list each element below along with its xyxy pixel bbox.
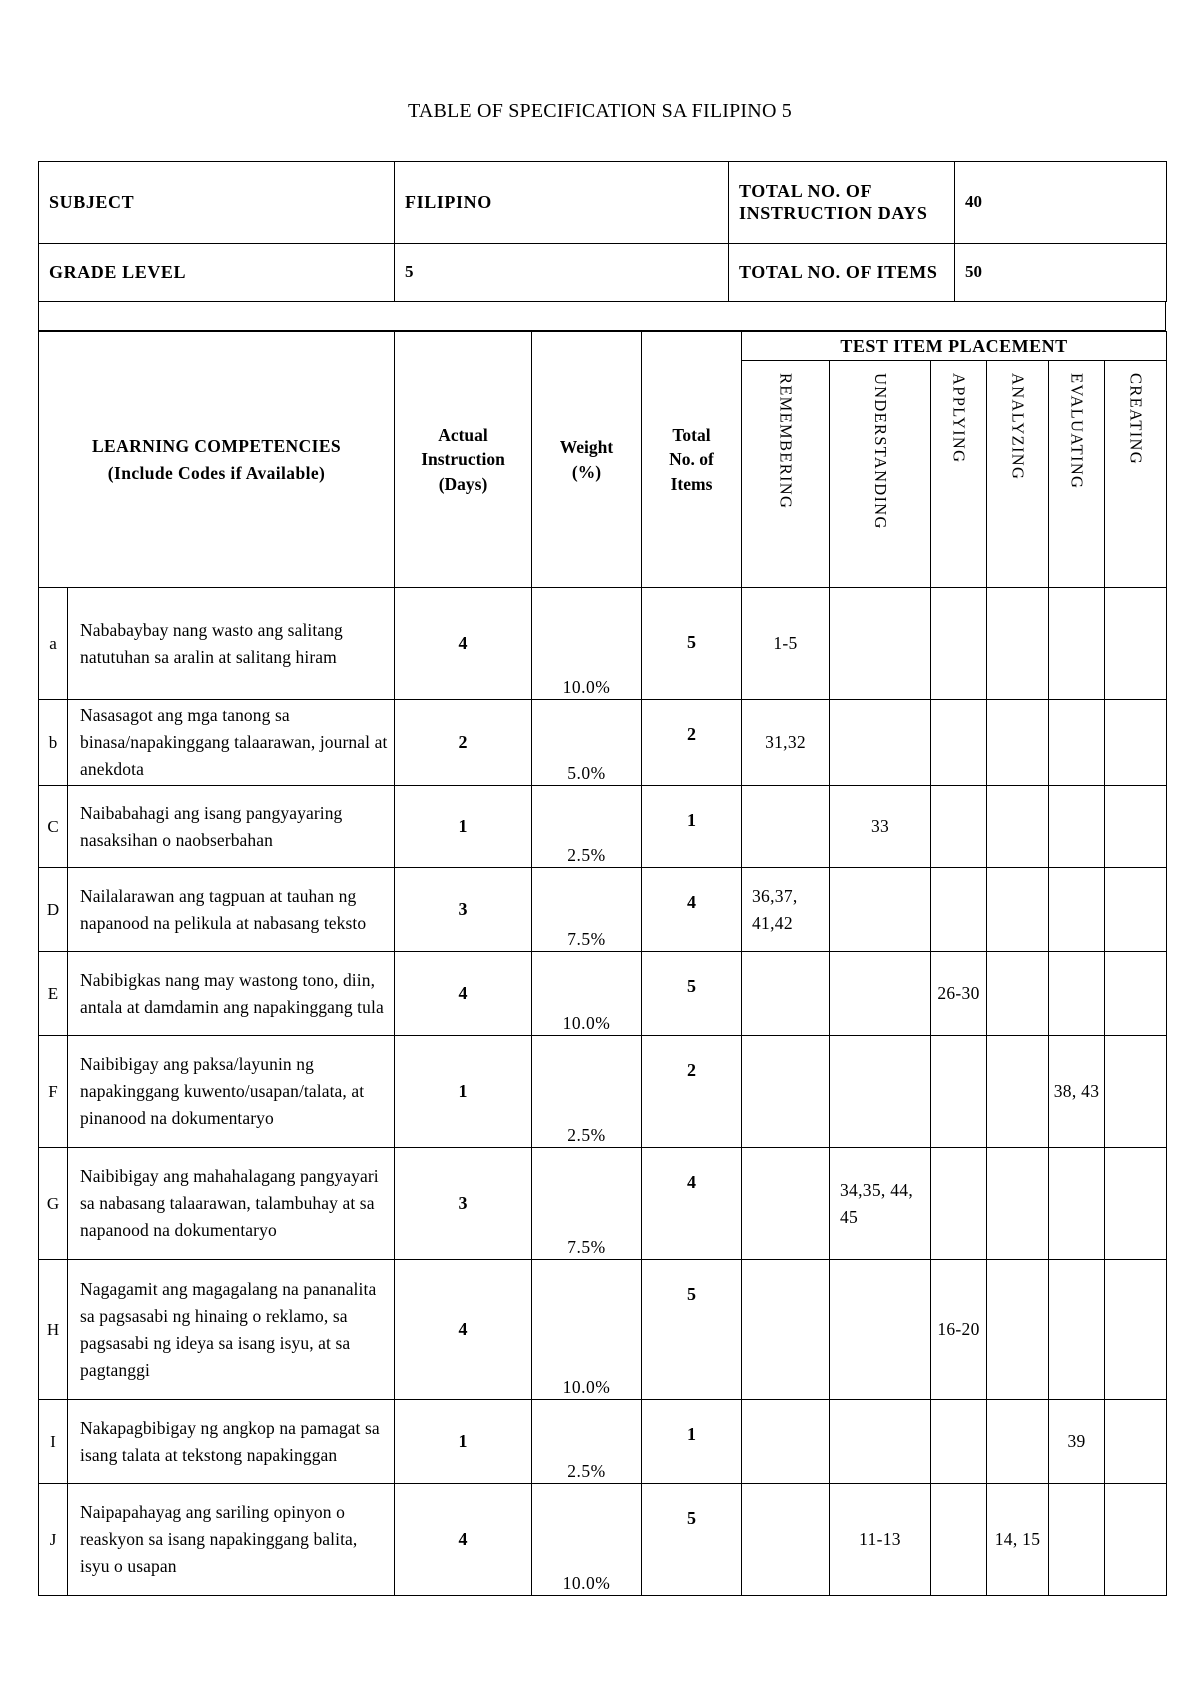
evaluating-cell xyxy=(1049,1484,1105,1596)
creating-cell xyxy=(1105,952,1167,1036)
creating-cell xyxy=(1105,1148,1167,1260)
total-items-cell: 5 xyxy=(642,1260,742,1400)
total-items-cell: 5 xyxy=(642,1484,742,1596)
analyzing-cell xyxy=(987,1400,1049,1484)
weight-cell: 10.0% xyxy=(532,1484,642,1596)
learning-competencies-header xyxy=(39,332,395,588)
analyzing-cell xyxy=(987,952,1049,1036)
creating-cell xyxy=(1105,1400,1167,1484)
applying-header: APPLYING xyxy=(931,361,987,588)
actual-days-cell: 4 xyxy=(395,1484,532,1596)
weight-cell: 7.5% xyxy=(532,868,642,952)
remembering-header: REMEMBERING xyxy=(742,361,830,588)
applying-cell xyxy=(931,588,987,700)
weight-cell: 10.0% xyxy=(532,952,642,1036)
creating-cell xyxy=(1105,1260,1167,1400)
remembering-cell xyxy=(742,1484,830,1596)
row-letter: D xyxy=(39,868,68,952)
competency-text: Nakapagbibigay ng angkop na pamagat sa isang talata at tekstong napakinggan xyxy=(68,1400,395,1484)
evaluating-header: EVALUATING xyxy=(1049,361,1105,588)
actual-days-cell: 4 xyxy=(395,588,532,700)
weight-cell: 2.5% xyxy=(532,1400,642,1484)
evaluating-cell: 39 xyxy=(1049,1400,1105,1484)
row-letter: E xyxy=(39,952,68,1036)
total-items-cell: 4 xyxy=(642,868,742,952)
analyzing-cell xyxy=(987,786,1049,868)
applying-cell: 16-20 xyxy=(931,1260,987,1400)
days-header-line2: Instruction xyxy=(421,449,505,470)
applying-cell xyxy=(931,700,987,786)
header-row-1 xyxy=(39,332,1167,361)
understanding-cell: 33 xyxy=(830,786,931,868)
row-letter: F xyxy=(39,1036,68,1148)
table-row xyxy=(39,1260,1167,1400)
competency-text: Naipapahayag ang sariling opinyon o reaskyon sa isang napakinggang balita, isyu o usapan xyxy=(68,1484,395,1596)
actual-days-cell: 1 xyxy=(395,786,532,868)
test-item-placement-header: TEST ITEM PLACEMENT xyxy=(742,332,1167,361)
actual-days-cell: 2 xyxy=(395,700,532,786)
weight-header-line1: Weight xyxy=(559,437,614,457)
weight-cell: 7.5% xyxy=(532,1148,642,1260)
analyzing-cell xyxy=(987,868,1049,952)
creating-cell xyxy=(1105,1036,1167,1148)
instruction-days-label: TOTAL NO. OF INSTRUCTION DAYS xyxy=(729,162,955,244)
creating-cell xyxy=(1105,588,1167,700)
weight-cell: 5.0% xyxy=(532,700,642,786)
competency-text: Naibabahagi ang isang pangyayaring nasaksihan o naobserbahan xyxy=(68,786,395,868)
evaluating-cell xyxy=(1049,786,1105,868)
evaluating-cell xyxy=(1049,1148,1105,1260)
instruction-days-value: 40 xyxy=(955,162,1167,244)
actual-days-cell: 3 xyxy=(395,1148,532,1260)
days-header-line1: Actual xyxy=(438,424,488,445)
weight-cell: 10.0% xyxy=(532,1260,642,1400)
analyzing-cell xyxy=(987,700,1049,786)
evaluating-cell xyxy=(1049,868,1105,952)
applying-cell xyxy=(931,1148,987,1260)
remembering-cell: 31,32 xyxy=(742,700,830,786)
total-items-cell: 4 xyxy=(642,1148,742,1260)
applying-cell xyxy=(931,786,987,868)
row-letter: H xyxy=(39,1260,68,1400)
specification-table xyxy=(38,331,1167,1596)
remembering-cell xyxy=(742,786,830,868)
applying-cell xyxy=(931,1484,987,1596)
actual-days-cell: 1 xyxy=(395,1036,532,1148)
table-row xyxy=(39,1148,1167,1260)
competency-text: Naibibigay ang paksa/layunin ng napakinggang kuwento/usapan/talata, at pinanood na dokumentaryo xyxy=(68,1036,395,1148)
analyzing-cell xyxy=(987,1260,1049,1400)
table-row xyxy=(39,1400,1167,1484)
understanding-cell xyxy=(830,1036,931,1148)
evaluating-cell xyxy=(1049,1260,1105,1400)
total-items-cell: 5 xyxy=(642,952,742,1036)
items-header-line3: Items xyxy=(670,473,713,494)
actual-days-cell: 4 xyxy=(395,952,532,1036)
weight-cell: 2.5% xyxy=(532,1036,642,1148)
applying-cell xyxy=(931,868,987,952)
evaluating-cell xyxy=(1049,700,1105,786)
understanding-cell xyxy=(830,1400,931,1484)
evaluating-cell: 38, 43 xyxy=(1049,1036,1105,1148)
applying-cell xyxy=(931,1400,987,1484)
analyzing-cell xyxy=(987,1036,1049,1148)
table-row xyxy=(39,1484,1167,1596)
document-title: TABLE OF SPECIFICATION SA FILIPINO 5 xyxy=(408,100,792,122)
analyzing-cell xyxy=(987,1148,1049,1260)
total-items-value: 50 xyxy=(955,244,1167,302)
actual-days-cell: 3 xyxy=(395,868,532,952)
remembering-cell xyxy=(742,1036,830,1148)
table-row xyxy=(39,868,1167,952)
competency-text: Nabibigkas nang may wastong tono, diin, antala at damdamin ang napakinggang tula xyxy=(68,952,395,1036)
competency-text: Naibibigay ang mahahalagang pangyayari sa nabasang talaarawan, talambuhay at sa napanood na dokumentaryo xyxy=(68,1148,395,1260)
understanding-cell xyxy=(830,1260,931,1400)
remembering-cell: 1-5 xyxy=(742,588,830,700)
actual-days-cell: 4 xyxy=(395,1260,532,1400)
table-row xyxy=(39,588,1167,700)
creating-cell xyxy=(1105,786,1167,868)
applying-cell xyxy=(931,1036,987,1148)
row-letter: J xyxy=(39,1484,68,1596)
subject-row xyxy=(39,162,1167,244)
creating-cell xyxy=(1105,1484,1167,1596)
understanding-cell xyxy=(830,868,931,952)
items-header-line2: No. of xyxy=(669,449,714,470)
creating-header: CREATING xyxy=(1105,361,1167,588)
remembering-cell: 36,37, 41,42 xyxy=(742,868,830,952)
actual-instruction-header xyxy=(395,332,532,588)
understanding-cell: 34,35, 44, 45 xyxy=(830,1148,931,1260)
total-items-label: TOTAL NO. OF ITEMS xyxy=(729,244,955,302)
row-letter: C xyxy=(39,786,68,868)
weight-header-line2: (%) xyxy=(571,461,602,482)
row-letter: I xyxy=(39,1400,68,1484)
analyzing-header: ANALYZING xyxy=(987,361,1049,588)
competency-text: Nailalarawan ang tagpuan at tauhan ng napanood na pelikula at nabasang teksto xyxy=(68,868,395,952)
remembering-cell xyxy=(742,952,830,1036)
total-items-header xyxy=(642,332,742,588)
remembering-cell xyxy=(742,1400,830,1484)
subject-value: FILIPINO xyxy=(395,162,729,244)
weight-header xyxy=(532,332,642,588)
remembering-cell xyxy=(742,1260,830,1400)
grade-level-label: GRADE LEVEL xyxy=(39,244,395,302)
competency-text: Nasasagot ang mga tanong sa binasa/napakinggang talaarawan, journal at anekdota xyxy=(68,700,395,786)
table-row xyxy=(39,700,1167,786)
remembering-cell xyxy=(742,1148,830,1260)
total-items-cell: 1 xyxy=(642,786,742,868)
grade-row xyxy=(39,244,1167,302)
lc-header-line2: (Include Codes if Available) xyxy=(107,462,326,483)
competency-rows xyxy=(39,588,1167,1596)
weight-cell: 10.0% xyxy=(532,588,642,700)
weight-cell: 2.5% xyxy=(532,786,642,868)
understanding-cell xyxy=(830,952,931,1036)
lc-header-line1: LEARNING COMPETENCIES xyxy=(91,436,342,457)
table-row xyxy=(39,786,1167,868)
evaluating-cell xyxy=(1049,952,1105,1036)
analyzing-cell: 14, 15 xyxy=(987,1484,1049,1596)
days-header-line3: (Days) xyxy=(438,473,488,494)
competency-text: Nagagamit ang magagalang na pananalita sa pagsasabi ng hinaing o reklamo, sa pagsasabi ng ideya sa isang isyu, at sa pagtanggi xyxy=(68,1260,395,1400)
table-row xyxy=(39,952,1167,1036)
actual-days-cell: 1 xyxy=(395,1400,532,1484)
creating-cell xyxy=(1105,868,1167,952)
row-letter: b xyxy=(39,700,68,786)
understanding-header: UNDERSTANDING xyxy=(830,361,931,588)
grade-level-value: 5 xyxy=(395,244,729,302)
total-items-cell: 2 xyxy=(642,1036,742,1148)
competency-text: Nababaybay nang wasto ang salitang natutuhan sa aralin at salitang hiram xyxy=(68,588,395,700)
table-row xyxy=(39,1036,1167,1148)
understanding-cell xyxy=(830,588,931,700)
understanding-cell xyxy=(830,700,931,786)
creating-cell xyxy=(1105,700,1167,786)
total-items-cell: 2 xyxy=(642,700,742,786)
row-letter: G xyxy=(39,1148,68,1260)
applying-cell: 26-30 xyxy=(931,952,987,1036)
analyzing-cell xyxy=(987,588,1049,700)
info-table xyxy=(38,161,1167,302)
total-items-cell: 1 xyxy=(642,1400,742,1484)
spacer-row xyxy=(38,301,1166,331)
understanding-cell: 11-13 xyxy=(830,1484,931,1596)
items-header-line1: Total xyxy=(672,424,711,445)
subject-label: SUBJECT xyxy=(39,162,395,244)
evaluating-cell xyxy=(1049,588,1105,700)
total-items-cell: 5 xyxy=(642,588,742,700)
row-letter: a xyxy=(39,588,68,700)
